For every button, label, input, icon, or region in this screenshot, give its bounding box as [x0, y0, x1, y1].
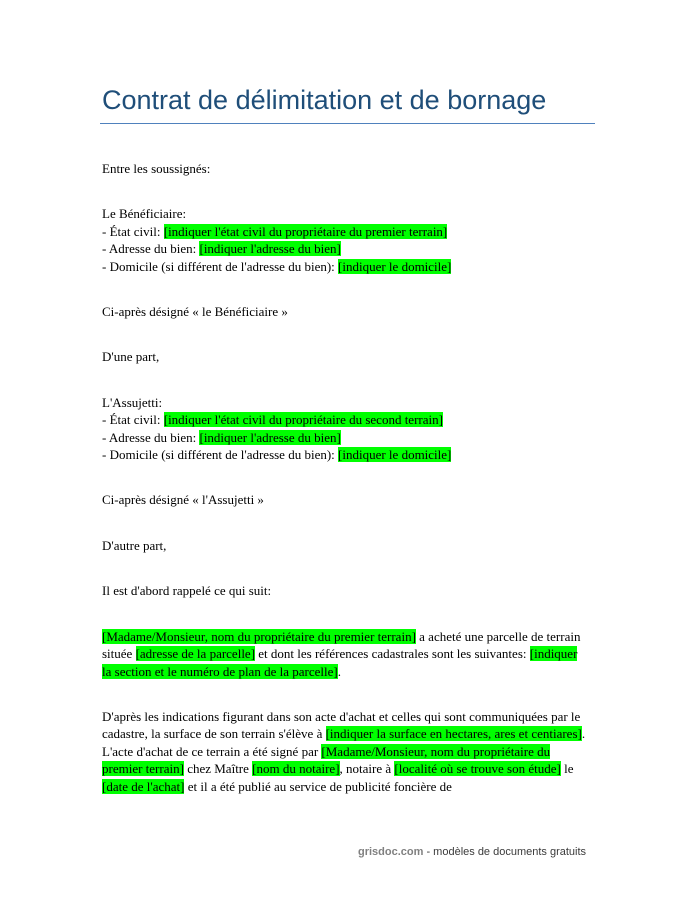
placeholder-field: [indiquer le domicile] — [338, 447, 452, 463]
placeholder-field: [adresse de la parcelle] — [135, 646, 256, 662]
placeholder-field: [localité où se trouve son étude] — [394, 761, 561, 777]
beneficiaire-heading: Le Bénéficiaire: — [102, 206, 187, 222]
assujetti-domicile-line — [102, 446, 588, 463]
page-footer — [358, 846, 586, 858]
paragraph-text: , notaire à — [339, 761, 395, 777]
assujetti-part: D'autre part, — [102, 537, 167, 553]
paragraph-achat — [102, 628, 588, 680]
assujetti-heading: L'Assujetti: — [102, 394, 163, 410]
paragraph-text: . — [337, 663, 341, 679]
document-body — [102, 160, 588, 795]
placeholder-field: [indiquer la section et le numéro de plan de la parcelle] — [102, 646, 578, 679]
placeholder-field: [indiquer la surface en hectares, ares et centiares] — [325, 726, 582, 742]
paragraph-text: . L'acte d'achat de ce terrain a été signé par — [102, 726, 586, 759]
assujetti-block — [102, 394, 588, 554]
paragraph-text: D'après les indications figurant dans son acte d'achat et celles qui sont communiquées par le cadastre, la surface de son terrain s'élève à — [102, 708, 581, 742]
page-title: Contrat de délimitation et de bornage — [102, 85, 547, 115]
placeholder-field: [indiquer l'état civil du propriétaire du premier terrain] — [163, 223, 448, 239]
etat-label: - État civil: — [102, 412, 164, 428]
placeholder-field: [nom du notaire] — [252, 761, 340, 777]
assujetti-etat-line — [102, 411, 588, 428]
assujetti-designation: Ci-après désigné « l'Assujetti » — [102, 492, 264, 508]
assujetti-adresse-line — [102, 429, 588, 446]
domicile-label: - Domicile (si différent de l'adresse du bien): — [102, 258, 339, 274]
intro-text: Entre les soussignés: — [102, 161, 211, 176]
paragraph-text: le — [560, 761, 574, 777]
beneficiaire-designation: Ci-après désigné « le Bénéficiaire » — [102, 304, 288, 320]
etat-label: - État civil: — [102, 223, 164, 239]
paragraph-surface — [102, 708, 588, 795]
placeholder-field: [indiquer l'état civil du propriétaire du second terrain] — [163, 412, 443, 428]
beneficiaire-domicile-line — [102, 258, 588, 275]
placeholder-field: [indiquer le domicile] — [338, 258, 452, 274]
beneficiaire-block — [102, 205, 588, 365]
beneficiaire-adresse-line — [102, 240, 588, 257]
placeholder-field: [Madame/Monsieur, nom du propriétaire du premier terrain] — [102, 628, 416, 644]
paragraph-text: et il a été publié au service de publicité foncière de — [184, 778, 452, 794]
placeholder-field: [date de l'achat] — [102, 778, 185, 794]
rappel-text: Il est d'abord rappelé ce qui suit: — [102, 583, 272, 599]
footer-brand-link[interactable]: grisdoc.com — [358, 846, 424, 858]
paragraph-text: et dont les références cadastrales sont les suivantes: — [255, 646, 530, 662]
paragraph-text: chez Maître — [183, 761, 253, 777]
adresse-label: - Adresse du bien: — [102, 429, 200, 445]
placeholder-field: [indiquer l'adresse du bien] — [199, 241, 341, 257]
domicile-label: - Domicile (si différent de l'adresse du bien): — [102, 447, 339, 463]
title-underline — [100, 123, 595, 124]
placeholder-field: [Madame/Monsieur, nom du propriétaire du premier terrain] — [102, 743, 551, 777]
beneficiaire-part: D'une part, — [102, 349, 160, 365]
placeholder-field: [indiquer l'adresse du bien] — [199, 429, 341, 445]
paragraph-text: a acheté une parcelle de terrain située — [102, 628, 581, 662]
footer-tagline: - modèles de documents gratuits — [423, 846, 587, 858]
beneficiaire-etat-line — [102, 223, 588, 240]
adresse-label: - Adresse du bien: — [102, 241, 200, 257]
